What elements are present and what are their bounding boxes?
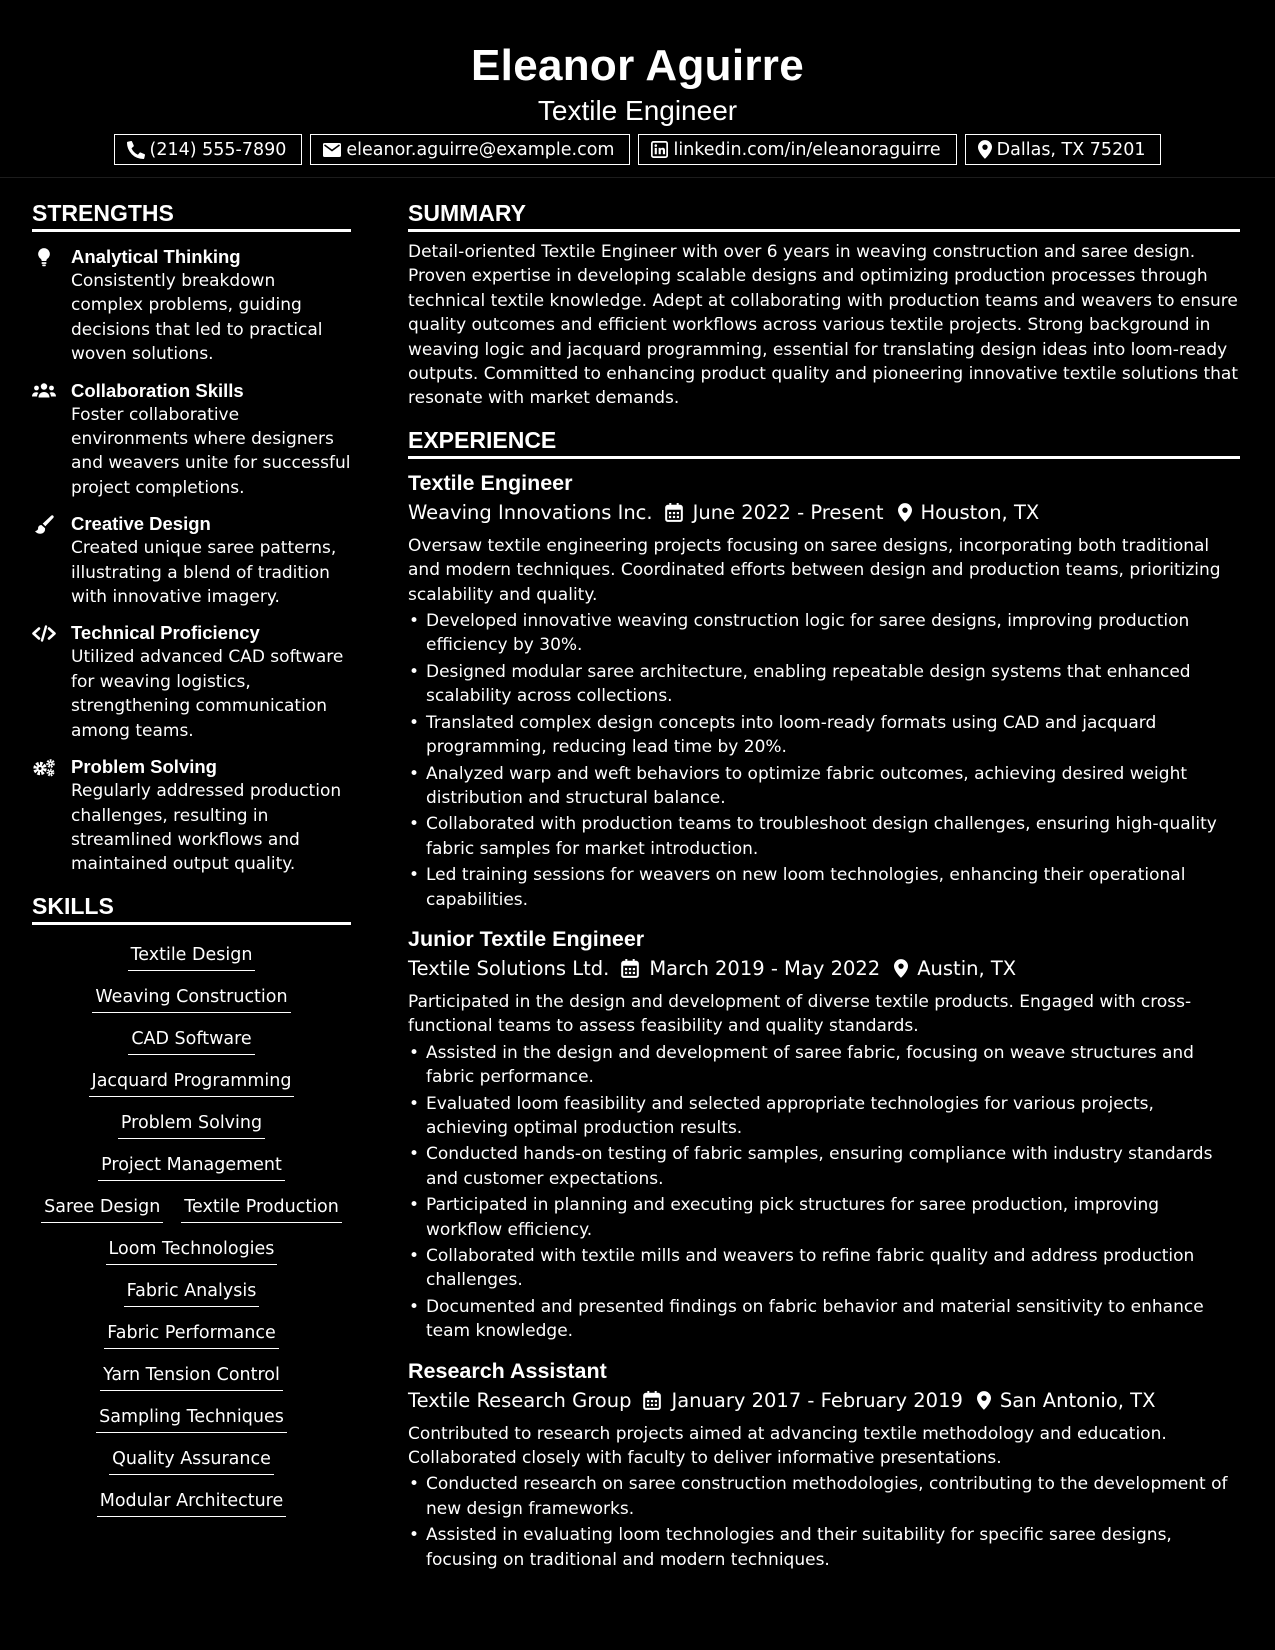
summary-text: Detail-oriented Textile Engineer with over 6 years in weaving construction and saree design. Proven expertise in developing scalable designs and optimizing production processes through technical textile knowledge. Adept at collaborating with production teams and weavers to ensure quality outcomes and efficient workflows across various textile projects. Strong background in weaving logic and jacquard programming, essential for translating design ideas into loom-ready outputs. Committed to enhancing product quality and pioneering innovative textile solutions that resonate with market demands. <box>408 242 1238 409</box>
skill-tag: Textile Production <box>181 1195 342 1223</box>
calendar-icon <box>621 959 639 978</box>
contact-email[interactable] <box>310 134 630 165</box>
job-entry <box>408 925 1240 1344</box>
job-dates: June 2022 - Present <box>692 500 884 524</box>
job-meta <box>408 498 1240 528</box>
skill-tag: Saree Design <box>41 1195 163 1223</box>
job-location: San Antonio, TX <box>999 1388 1156 1412</box>
job-bullet: • Designed modular saree architecture, enabling repeatable design systems that enhanced scalability across collections. <box>408 660 1240 709</box>
left-column <box>32 198 351 1517</box>
contact-location <box>965 134 1162 165</box>
job-location: Houston, TX <box>920 500 1040 524</box>
job-company: Textile Research Group <box>408 1388 632 1412</box>
strength-description: Consistently breakdown complex problems, guiding decisions that led to practical woven solutions. <box>71 271 323 365</box>
job-entry <box>408 469 1240 912</box>
strength-item <box>32 621 351 743</box>
skill-tag: Sampling Techniques <box>96 1405 287 1433</box>
experience-section <box>408 425 1240 1572</box>
job-bullet: • Led training sessions for weavers on new loom technologies, enhancing their operational capabilities. <box>408 863 1240 912</box>
job-company: Weaving Innovations Inc. <box>408 500 653 524</box>
skill-tag: Loom Technologies <box>106 1237 278 1265</box>
strengths-heading: STRENGTHS <box>32 198 351 232</box>
map-pin-icon <box>977 1391 991 1410</box>
contact-linkedin[interactable] <box>638 134 956 165</box>
strength-item <box>32 755 351 877</box>
resume-header <box>0 0 1275 178</box>
job-title: Junior Textile Engineer <box>408 926 645 951</box>
contact-phone[interactable] <box>114 134 303 165</box>
job-dates: January 2017 - February 2019 <box>671 1388 963 1412</box>
users-icon <box>32 381 56 401</box>
strength-item <box>32 512 351 609</box>
job-bullet: • Developed innovative weaving construction logic for saree designs, improving production efficiency by 30%. <box>408 609 1240 658</box>
job-bullet: • Assisted in the design and development of saree fabric, focusing on weave structures and fabric performance. <box>408 1041 1240 1090</box>
job-description: Participated in the design and development of diverse textile products. Engaged with cross-functional teams to assess feasibility and quality standards. <box>408 991 1192 1037</box>
skills-list <box>32 943 351 1517</box>
job-bullet: • Analyzed warp and weft behaviors to optimize fabric outcomes, achieving desired weight distribution and structural balance. <box>408 762 1240 811</box>
linkedin-icon <box>651 141 668 158</box>
strength-description: Regularly addressed production challenges, resulting in streamlined workflows and maintained output quality. <box>71 781 342 875</box>
job-dates: March 2019 - May 2022 <box>649 956 881 980</box>
job-bullet: • Translated complex design concepts into loom-ready formats using CAD and jacquard programming, reducing lead time by 20%. <box>408 711 1240 760</box>
job-bullet: • Collaborated with textile mills and weavers to refine fabric quality and address production challenges. <box>408 1244 1240 1293</box>
job-bullet: • Collaborated with production teams to troubleshoot design challenges, ensuring high-quality fabric samples for market introduction. <box>408 812 1240 861</box>
map-pin-icon <box>894 959 908 978</box>
candidate-name: Eleanor Aguirre <box>471 41 804 90</box>
phone-icon <box>127 141 145 159</box>
skill-tag: Problem Solving <box>118 1111 265 1139</box>
job-bullet: • Conducted research on saree construction methodologies, contributing to the development of new design frameworks. <box>408 1472 1240 1521</box>
job-entry <box>408 1357 1240 1572</box>
job-bullet: • Assisted in evaluating loom technologies and their suitability for specific saree designs, focusing on traditional and modern techniques. <box>408 1523 1240 1572</box>
strength-title: Analytical Thinking <box>71 246 241 267</box>
job-bullet: • Evaluated loom feasibility and selected appropriate technologies for various projects, achieving optimal production results. <box>408 1092 1240 1141</box>
skill-tag: Modular Architecture <box>97 1489 287 1517</box>
strength-description: Utilized advanced CAD software for weaving logistics, strengthening communication among teams. <box>71 647 344 741</box>
job-location: Austin, TX <box>917 956 1017 980</box>
map-pin-icon <box>978 140 992 159</box>
strength-title: Creative Design <box>71 513 211 535</box>
skill-tag: Textile Design <box>128 943 256 971</box>
summary-heading: SUMMARY <box>408 198 1240 232</box>
summary-section <box>408 198 1240 411</box>
job-meta <box>408 954 1240 984</box>
skills-section <box>32 891 351 1517</box>
contact-email-text: eleanor.aguirre@example.com <box>346 139 615 160</box>
map-pin-icon <box>898 503 912 522</box>
job-description: Oversaw textile engineering projects focusing on saree designs, incorporating both traditional and modern techniques. Coordinated efforts between design and production teams, prioritizing scalability and quality. <box>408 535 1221 605</box>
contact-linkedin-text: linkedin.com/in/eleanoraguirre <box>673 139 941 160</box>
envelope-icon <box>323 143 341 157</box>
job-bullets <box>408 609 1240 912</box>
contact-bar <box>0 134 1275 165</box>
job-bullet: • Documented and presented findings on fabric behavior and material sensitivity to enhance team knowledge. <box>408 1295 1240 1344</box>
strength-description: Foster collaborative environments where designers and weavers unite for successful project completions. <box>71 404 351 498</box>
contact-phone-text: (214) 555-7890 <box>149 139 287 160</box>
paint-brush-icon <box>32 514 56 534</box>
strength-item <box>32 245 351 367</box>
job-title: Textile Engineer <box>408 470 573 495</box>
job-company: Textile Solutions Ltd. <box>408 956 610 980</box>
lightbulb-icon <box>32 247 56 267</box>
candidate-title: Textile Engineer <box>537 95 738 126</box>
skill-tag: Project Management <box>98 1153 285 1181</box>
code-icon <box>32 623 56 643</box>
job-bullet: • Conducted hands-on testing of fabric samples, ensuring compliance with industry standards and customer expectations. <box>408 1142 1240 1191</box>
skill-tag: Fabric Analysis <box>124 1279 260 1307</box>
experience-heading: EXPERIENCE <box>408 425 1240 459</box>
strengths-section <box>32 198 351 877</box>
skills-heading: SKILLS <box>32 891 351 925</box>
strength-description: Created unique saree patterns, illustrating a blend of tradition with innovative imagery. <box>71 538 337 608</box>
gears-icon <box>32 757 56 777</box>
job-meta <box>408 1386 1240 1416</box>
strength-title: Problem Solving <box>71 756 217 778</box>
job-bullet: • Participated in planning and executing pick structures for saree production, improving workflow efficiency. <box>408 1193 1240 1242</box>
job-bullets <box>408 1472 1240 1572</box>
job-bullets <box>408 1041 1240 1344</box>
skill-tag: Fabric Performance <box>104 1321 278 1349</box>
calendar-icon <box>643 1391 661 1410</box>
contact-location-text: Dallas, TX 75201 <box>996 139 1146 160</box>
skill-tag: Weaving Construction <box>92 985 290 1013</box>
skill-tag: Jacquard Programming <box>89 1069 295 1097</box>
skill-tag: Yarn Tension Control <box>100 1363 283 1391</box>
strength-item <box>32 379 351 501</box>
job-title: Research Assistant <box>408 1358 607 1383</box>
calendar-icon <box>665 503 683 522</box>
strength-title: Technical Proficiency <box>71 622 260 644</box>
skill-tag: CAD Software <box>128 1027 254 1055</box>
job-description: Contributed to research projects aimed at advancing textile methodology and education. Collaborated closely with faculty to deliver informative presentations. <box>408 1423 1167 1469</box>
skill-tag: Quality Assurance <box>109 1447 274 1475</box>
right-column <box>408 198 1240 1572</box>
strength-title: Collaboration Skills <box>71 379 244 401</box>
